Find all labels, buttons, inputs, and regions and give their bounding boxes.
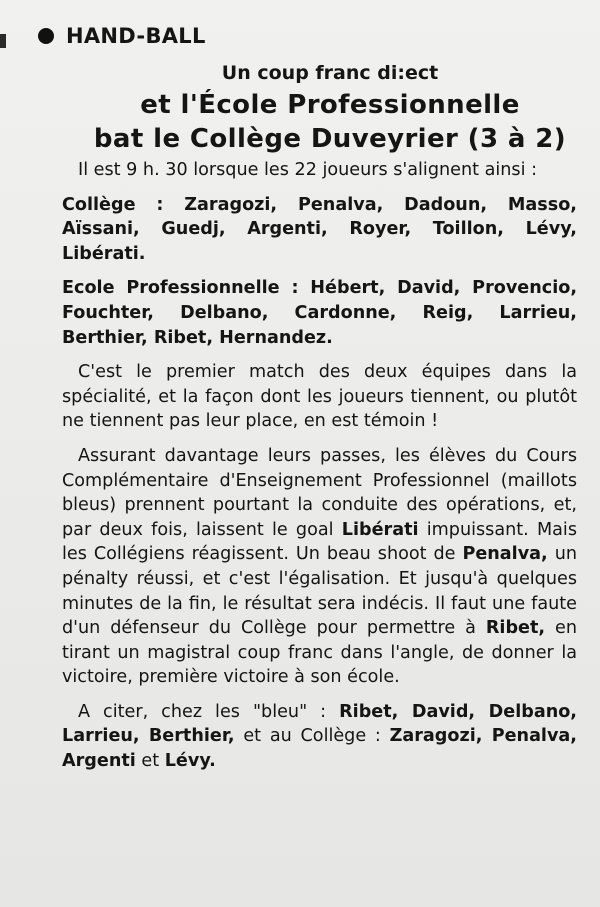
headline-line-2: et l'École Professionnelle [140, 90, 520, 120]
lineup-college: Collège : Zaragozi, Penalva, Dadoun, Masso, Aïssani, Guedj, Argenti, Royer, Toillon, Lévy, Libérati. [62, 194, 577, 264]
player-name: Libérati [341, 519, 419, 540]
player-names: Zaragozi, Penalva, Argenti [62, 726, 577, 772]
paragraph-2-text-d: en tirant un magistral coup franc dans l'angle, de donner la victoire, première victoire à son école. [62, 618, 577, 688]
paragraph-1: C'est le premier match des deux équipes dans la spécialité, et la façon dont les joueurs tiennent, ou plutôt ne tiennent pas leur place, en est témoin ! [62, 362, 577, 432]
paragraph-2-text-b: impuissant. Mais les Collégiens réagissent. Un beau shoot de [62, 519, 577, 565]
headline-line-1: Un coup franc di:ect [221, 62, 439, 84]
intro-paragraph: Il est 9 h. 30 lorsque les 22 joueurs s'alignent ainsi : [78, 160, 538, 180]
player-name: Ribet, [485, 618, 546, 639]
paragraph-3-text-b: et au Collège : [234, 726, 390, 747]
player-name: Penalva, [462, 544, 548, 565]
paragraph-3 [62, 700, 577, 774]
column-rule-mark [0, 34, 6, 48]
paragraph-2 [62, 444, 577, 690]
headline-line-3: bat le Collège Duveyrier (3 à 2) [93, 124, 567, 154]
bullet-icon [38, 28, 54, 44]
player-names: Ribet, David, Delbano, Larrieu, Berthier, [62, 701, 577, 747]
article-body [62, 158, 577, 784]
paragraph-3-text-a: A citer, chez les "bleu" : [78, 701, 340, 722]
section-header [38, 24, 206, 48]
paragraph-3-text-c: et [135, 751, 165, 772]
paragraph-2-text-c: un pénalty réussi, et c'est l'égalisation. Et jusqu'à quelques minutes de la fin, le résultat sera indécis. Il faut une faute d'un défenseur du Collège pour permettre à [62, 544, 577, 639]
player-name: Lévy. [164, 751, 216, 772]
lineup-ecole: Ecole Professionnelle : Hébert, David, Provencio, Fouchter, Delbano, Cardonne, Reig, Larrieu, Berthier, Ribet, Hernandez. [62, 278, 577, 348]
paragraph-2-text-a: Assurant davantage leurs passes, les élèves du Cours Complémentaire d'Enseignement Professionnel (maillots bleus) prennent pourtant la conduite des opérations, et, par deux fois, laissent le goal [62, 445, 577, 540]
section-label: HAND-BALL [66, 24, 206, 48]
